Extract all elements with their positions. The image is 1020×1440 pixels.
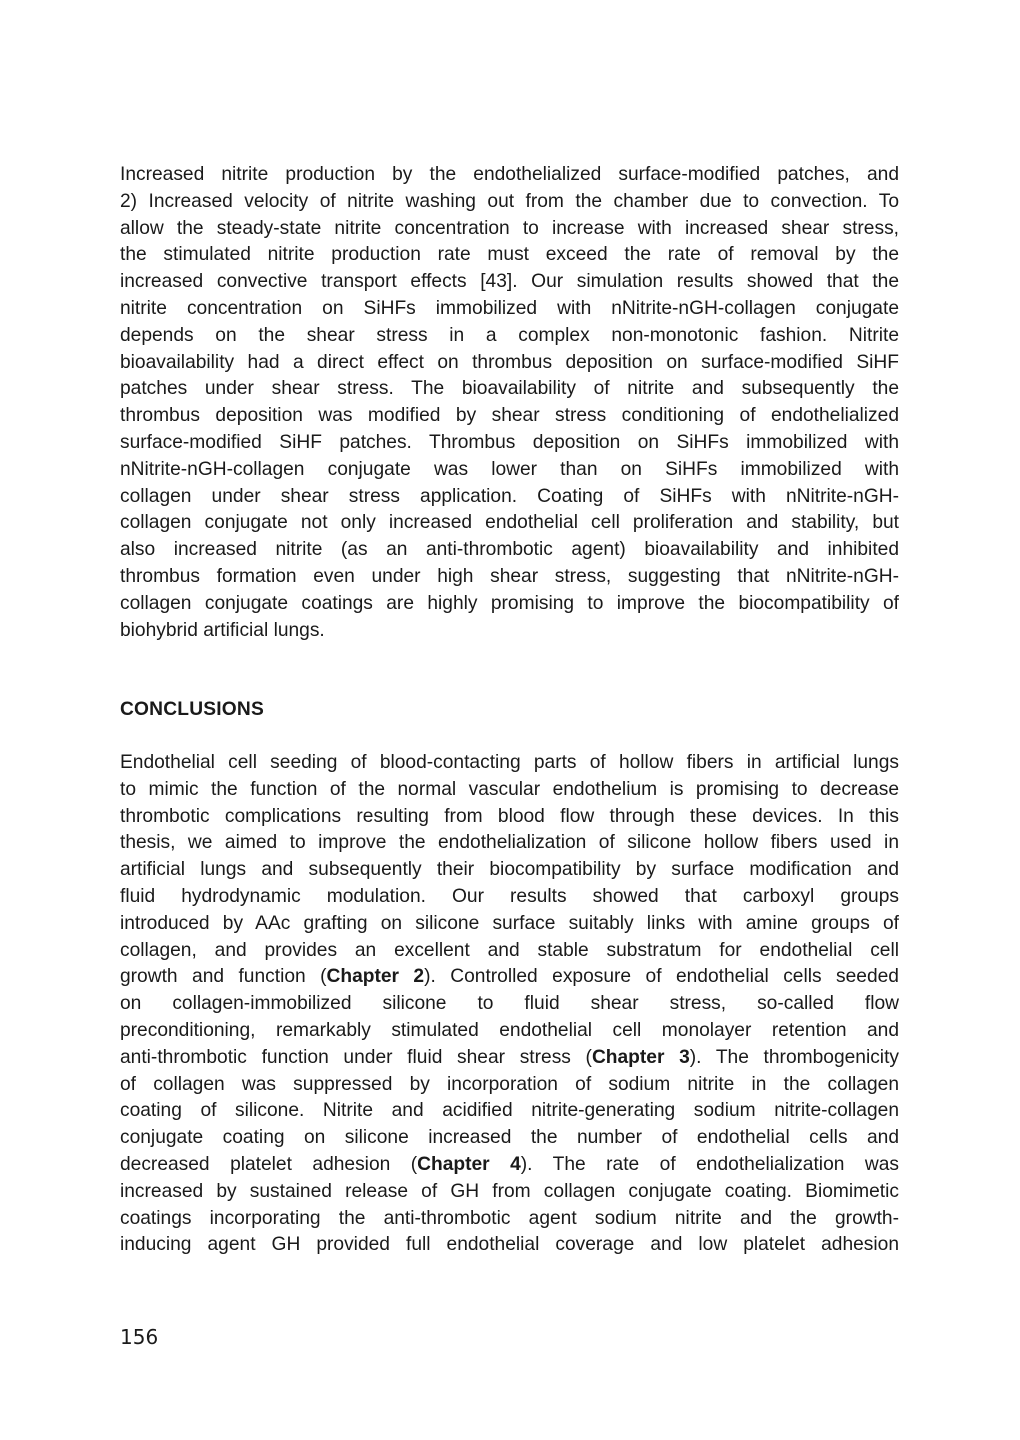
text-line: Increased nitrite production by the endothelialized surface-modified patches, and <box>120 164 899 185</box>
text-line: the stimulated nitrite production rate must exceed the rate of removal by the <box>120 244 899 266</box>
text-line: thesis, we aimed to improve the endothelialization of silicone hollow fibers used in <box>120 832 899 854</box>
text-line: biohybrid artificial lungs. <box>120 619 325 641</box>
text-fragment: anti-thrombotic function under fluid shear stress ( <box>120 1046 592 1068</box>
text-fragment: decreased platelet adhesion ( <box>120 1153 418 1175</box>
page-number: 156 <box>120 1325 159 1349</box>
text-line: thrombus formation even under high shear stress, suggesting that nNitrite-nGH- <box>120 565 899 587</box>
body-paragraph <box>120 162 899 644</box>
text-line: collagen, and provides an excellent and stable substratum for endothelial cell <box>120 939 899 961</box>
text-line: of collagen was suppressed by incorporation of sodium nitrite in the collagen <box>120 1073 899 1095</box>
text-fragment: ). The thrombogenicity <box>689 1046 899 1068</box>
text-line: patches under shear stress. The bioavailability of nitrite and subsequently the <box>120 378 899 400</box>
text-line: introduced by AAc grafting on silicone surface suitably links with amine groups of <box>120 912 899 934</box>
text-line: depends on the shear stress in a complex non-monotonic fashion. Nitrite <box>120 324 899 346</box>
text-line: Endothelial cell seeding of blood-contacting parts of hollow fibers in artificial lungs <box>120 752 899 773</box>
chapter-reference: Chapter 4 <box>417 1153 521 1175</box>
text-line: allow the steady-state nitrite concentration to increase with increased shear stress, <box>120 217 899 239</box>
conclusions-paragraph <box>120 750 899 1259</box>
text-line: thrombotic complications resulting from blood flow through these devices. In this <box>120 805 899 827</box>
text-line: 2) Increased velocity of nitrite washing out from the chamber due to convection. To <box>120 190 899 212</box>
text-line: fluid hydrodynamic modulation. Our results showed that carboxyl groups <box>120 885 899 907</box>
text-fragment: ). Controlled exposure of endothelial cells seeded <box>424 966 899 988</box>
text-line: collagen under shear stress application. Coating of SiHFs with nNitrite-nGH- <box>120 485 899 507</box>
text-line: collagen conjugate not only increased endothelial cell proliferation and stability, but <box>120 512 899 534</box>
section-heading: CONCLUSIONS <box>120 699 264 720</box>
text-line: bioavailability had a direct effect on thrombus deposition on surface-modified SiHF <box>120 351 899 373</box>
text-line: nNitrite-nGH-collagen conjugate was lower than on SiHFs immobilized with <box>120 458 899 480</box>
text-line: inducing agent GH provided full endothelial coverage and low platelet adhesion <box>120 1234 899 1256</box>
text-line: increased convective transport effects [43]. Our simulation results showed that the <box>120 271 899 293</box>
text-line: coatings incorporating the anti-thrombotic agent sodium nitrite and the growth- <box>120 1207 899 1229</box>
text-line-with-reference <box>120 964 899 991</box>
text-line: increased by sustained release of GH from collagen conjugate coating. Biomimetic <box>120 1180 899 1202</box>
text-line: on collagen-immobilized silicone to fluid shear stress, so-called flow <box>120 993 899 1015</box>
text-line: to mimic the function of the normal vascular endothelium is promising to decrease <box>120 778 899 800</box>
chapter-reference: Chapter 3 <box>591 1046 690 1068</box>
text-fragment: growth and function ( <box>120 966 327 988</box>
text-line-with-reference <box>120 1045 899 1072</box>
text-line: coating of silicone. Nitrite and acidified nitrite-generating sodium nitrite-collagen <box>120 1100 899 1122</box>
chapter-reference: Chapter 2 <box>326 966 425 988</box>
text-fragment: ). The rate of endothelialization was <box>520 1153 899 1175</box>
text-line: collagen conjugate coatings are highly promising to improve the biocompatibility of <box>120 592 899 614</box>
text-line: thrombus deposition was modified by shear stress conditioning of endothelialized <box>120 405 899 427</box>
text-line-with-reference <box>120 1152 899 1179</box>
text-line: artificial lungs and subsequently their biocompatibility by surface modification and <box>120 859 899 881</box>
text-line: preconditioning, remarkably stimulated endothelial cell monolayer retention and <box>120 1019 899 1041</box>
text-line: surface-modified SiHF patches. Thrombus deposition on SiHFs immobilized with <box>120 431 899 453</box>
text-line: also increased nitrite (as an anti-thrombotic agent) bioavailability and inhibited <box>120 539 899 561</box>
text-line: conjugate coating on silicone increased the number of endothelial cells and <box>120 1127 899 1149</box>
text-line: nitrite concentration on SiHFs immobilized with nNitrite-nGH-collagen conjugate <box>120 297 899 319</box>
